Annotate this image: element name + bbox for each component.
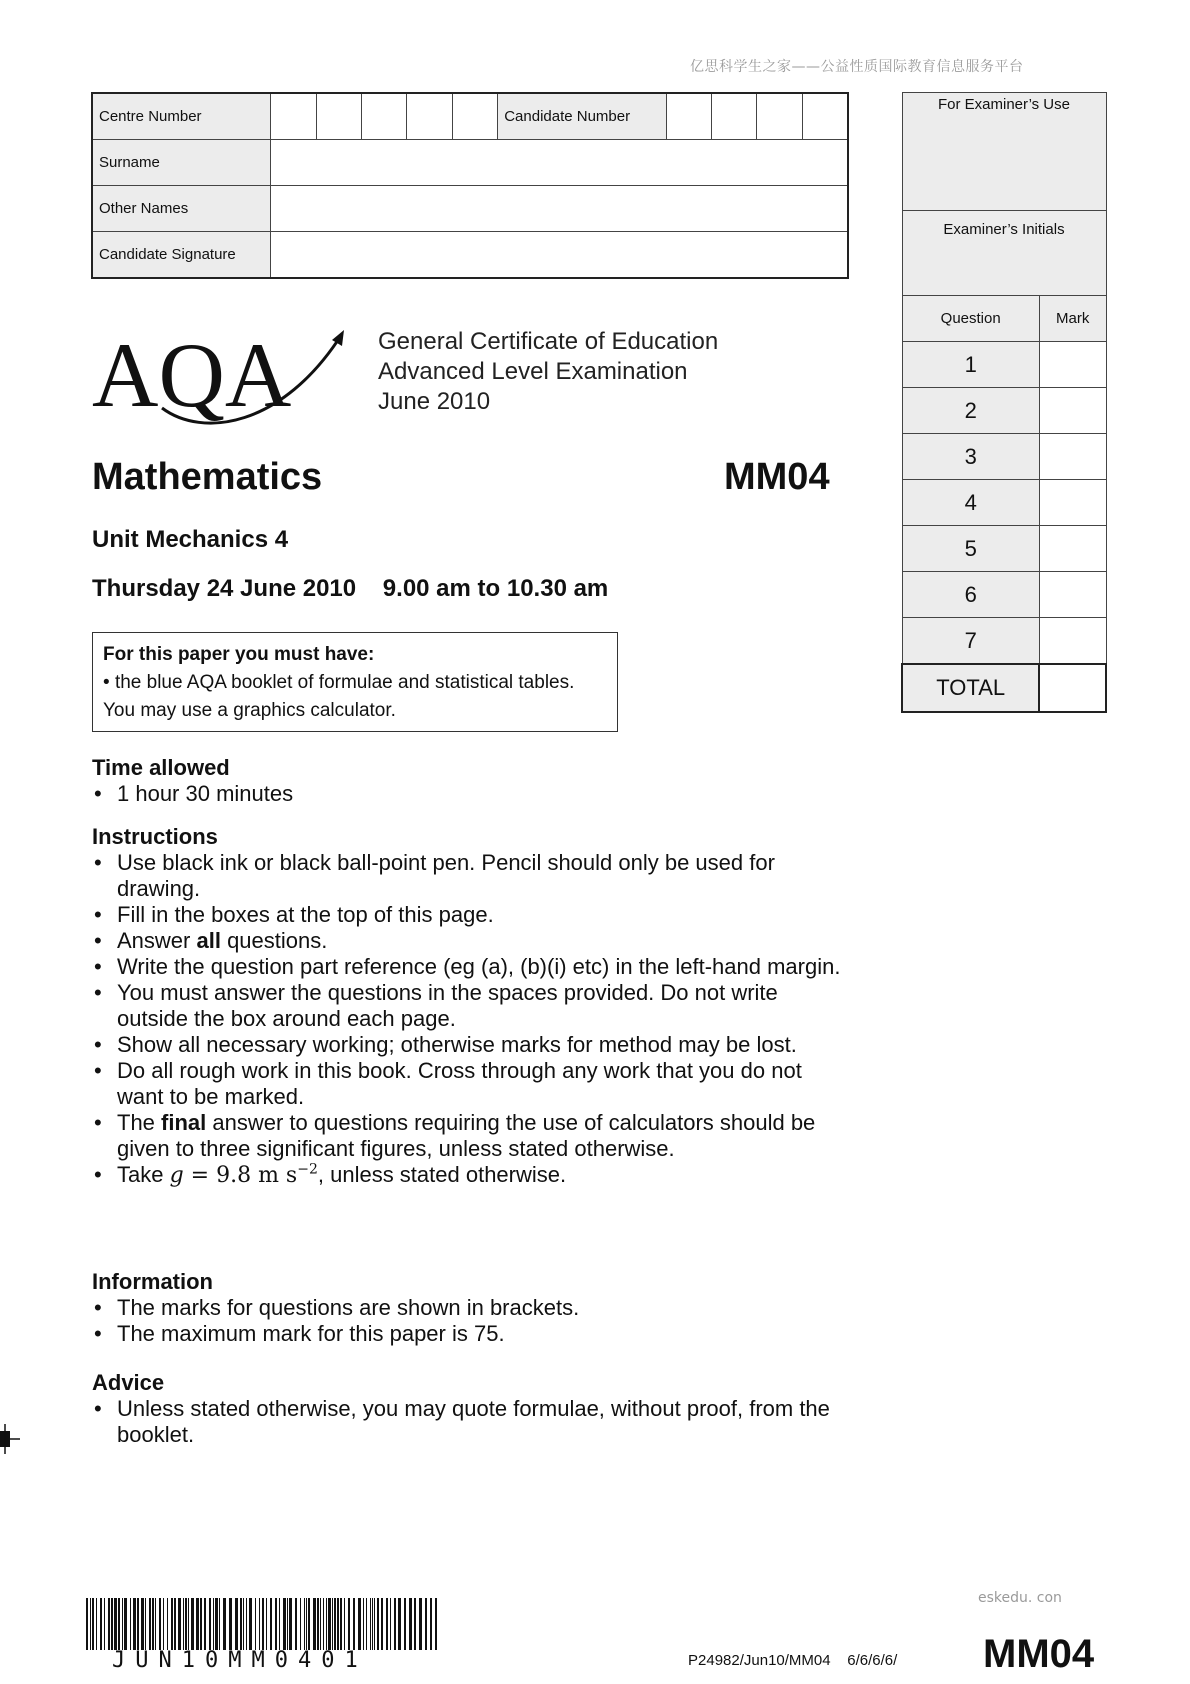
question-number: 3 (902, 434, 1039, 480)
candidate-number-box[interactable] (666, 93, 711, 140)
barcode-bar (246, 1598, 247, 1650)
barcode-bar (394, 1598, 396, 1650)
barcode-bar (145, 1598, 146, 1650)
question-number: 2 (902, 388, 1039, 434)
other-names-label: Other Names (92, 186, 271, 232)
barcode-bar (287, 1598, 288, 1650)
barcode-bar (183, 1598, 184, 1650)
advice-heading: Advice (92, 1370, 165, 1395)
barcode-bar (200, 1598, 202, 1650)
centre-number-box[interactable] (407, 93, 452, 140)
barcode-bar (435, 1598, 437, 1650)
barcode-bar (386, 1598, 388, 1650)
barcode-bar (188, 1598, 189, 1650)
barcode-bar (163, 1598, 164, 1650)
barcode-bar (141, 1598, 144, 1650)
barcode-bar (275, 1598, 277, 1650)
barcode-bar (363, 1598, 364, 1650)
instructions-heading: Instructions (92, 824, 218, 849)
barcode-bar (317, 1598, 319, 1650)
aqa-logo (92, 328, 352, 430)
footer-paper-code: MM04 (983, 1632, 1095, 1676)
barcode-bar (306, 1598, 307, 1650)
centre-number-box[interactable] (271, 93, 316, 140)
list-item: • Do all rough work in this book. Cross through any work that you do not want to be marked. (92, 1058, 852, 1110)
barcode-bar (130, 1598, 131, 1650)
mark-cell[interactable] (1039, 480, 1106, 526)
aqa-logo-text: AQA (92, 328, 292, 426)
barcode-bar (219, 1598, 220, 1650)
barcode-bar (313, 1598, 316, 1650)
barcode-bar (209, 1598, 211, 1650)
list-item: • 1 hour 30 minutes (92, 781, 852, 807)
question-number: 6 (902, 572, 1039, 618)
barcode-bar (133, 1598, 136, 1650)
candidate-number-box[interactable] (802, 93, 848, 140)
barcode-bar (122, 1598, 123, 1650)
requirements-item: • the blue AQA booklet of formulae and statistical tables. (103, 672, 575, 693)
mark-cell[interactable] (1039, 388, 1106, 434)
barcode-bar (223, 1598, 226, 1650)
information-heading: Information (92, 1269, 213, 1294)
list-item: • Answer all questions. (92, 928, 852, 954)
examiners-initials-label: Examiner’s Initials (902, 211, 1106, 296)
barcode-bar (243, 1598, 244, 1650)
barcode-bar (155, 1598, 156, 1650)
requirements-box (92, 632, 618, 732)
mark-cell[interactable] (1039, 572, 1106, 618)
centre-number-box[interactable] (452, 93, 497, 140)
registration-mark (0, 1424, 20, 1454)
candidate-number-label: Candidate Number (498, 93, 666, 140)
exam-date-time: Thursday 24 June 2010 9.00 am to 10.30 am (92, 575, 609, 602)
subject-title: Mathematics (92, 456, 323, 498)
exam-level-line: Advanced Level Examination (378, 358, 688, 385)
requirements-note: You may use a graphics calculator. (103, 700, 396, 721)
barcode-bar (295, 1598, 297, 1650)
list-item: • Write the question part reference (eg (a), (b)(i) etc) in the left-hand margin. (92, 954, 852, 980)
list-item: • The marks for questions are shown in brackets. (92, 1295, 852, 1321)
barcode-bar (348, 1598, 350, 1650)
list-item: • Unless stated otherwise, you may quote formulae, without proof, from the booklet. (92, 1396, 832, 1448)
barcode-bar (185, 1598, 187, 1650)
barcode-bar (340, 1598, 342, 1650)
barcode-bar (235, 1598, 238, 1650)
barcode-bar (308, 1598, 310, 1650)
barcode-bar (174, 1598, 176, 1650)
list-item: • The maximum mark for this paper is 75. (92, 1321, 852, 1347)
barcode-bar (108, 1598, 110, 1650)
examiner-table (901, 92, 1107, 713)
time-allowed-heading: Time allowed (92, 755, 230, 780)
barcode-bar (337, 1598, 339, 1650)
barcode-bar (377, 1598, 379, 1650)
surname-label: Surname (92, 140, 271, 186)
barcode-bar (259, 1598, 260, 1650)
barcode-bar (366, 1598, 367, 1650)
question-number: 4 (902, 480, 1039, 526)
requirements-heading: For this paper you must have: (103, 644, 375, 665)
barcode-bar (114, 1598, 117, 1650)
barcode-bar (353, 1598, 355, 1650)
barcode-bar (111, 1598, 113, 1650)
barcode-bar (240, 1598, 242, 1650)
barcode-bar (178, 1598, 181, 1650)
exam-session-line: June 2010 (378, 388, 491, 415)
barcode-bar (229, 1598, 232, 1650)
mark-cell[interactable] (1039, 526, 1106, 572)
list-item: • You must answer the questions in the spaces provided. Do not write outside the box around each page. (92, 980, 852, 1032)
surname-field[interactable] (271, 140, 848, 186)
barcode-bar (270, 1598, 272, 1650)
barcode-bar (300, 1598, 301, 1650)
barcode-bar (283, 1598, 286, 1650)
barcode-bar (398, 1598, 401, 1650)
paper-reference: P24982/Jun10/MM04 6/6/6/6/ (688, 1652, 898, 1669)
barcode-bar (425, 1598, 427, 1650)
list-item: • Use black ink or black ball-point pen. Pencil should only be used for drawing. (92, 850, 852, 902)
question-number: 5 (902, 526, 1039, 572)
barcode-bar (213, 1598, 214, 1650)
barcode-bar (332, 1598, 333, 1650)
barcode-bar (90, 1598, 91, 1650)
barcode-bar (390, 1598, 391, 1650)
paper-code: MM04 (724, 456, 830, 498)
barcode-bar (289, 1598, 292, 1650)
barcode-bar (118, 1598, 120, 1650)
barcode-bar (124, 1598, 127, 1650)
signature-field[interactable] (271, 232, 848, 279)
barcode-bar (104, 1598, 105, 1650)
bullet-icon: • (103, 672, 115, 693)
barcode-bar (381, 1598, 383, 1650)
barcode-text: JUN10MM0401 (112, 1648, 368, 1673)
barcode-bar (266, 1598, 267, 1650)
barcode-bar (372, 1598, 373, 1650)
barcode-bar (344, 1598, 345, 1650)
barcode-bar (328, 1598, 331, 1650)
question-number: 7 (902, 618, 1039, 665)
barcode-bar (159, 1598, 161, 1650)
barcode-bar (92, 1598, 94, 1650)
barcode-bar (191, 1598, 194, 1650)
barcode-bar (196, 1598, 199, 1650)
total-label: TOTAL (902, 664, 1039, 712)
barcode-bar (86, 1598, 88, 1650)
signature-label: Candidate Signature (92, 232, 271, 279)
information-section (92, 1269, 852, 1347)
watermark-top: 亿思科学生之家——公益性质国际教育信息服务平台 (690, 59, 1024, 75)
centre-number-label: Centre Number (92, 93, 271, 140)
total-mark-cell[interactable] (1039, 664, 1106, 712)
barcode-bar (414, 1598, 416, 1650)
examiners-use-heading: For Examiner’s Use (902, 93, 1106, 211)
barcode-bar (137, 1598, 139, 1650)
barcode-bar (204, 1598, 206, 1650)
barcode-bar (215, 1598, 218, 1650)
candidate-details-table (91, 92, 849, 279)
barcode-bar (323, 1598, 324, 1650)
barcode-bar (304, 1598, 305, 1650)
barcode-bar (100, 1598, 102, 1650)
question-column-header: Question (902, 296, 1039, 342)
mark-cell[interactable] (1039, 342, 1106, 388)
barcode-bar (171, 1598, 173, 1650)
barcode-bar (167, 1598, 168, 1650)
barcode-bar (249, 1598, 252, 1650)
barcode-bar (409, 1598, 412, 1650)
question-number: 1 (902, 342, 1039, 388)
centre-number-box[interactable] (316, 93, 361, 140)
other-names-field[interactable] (271, 186, 848, 232)
list-item: • The final answer to questions requiring the use of calculators should be given to three significant figures, unless stated otherwise. (92, 1110, 852, 1162)
barcode-bar (326, 1598, 327, 1650)
qualification-line: General Certificate of Education (378, 328, 719, 355)
centre-number-box[interactable] (362, 93, 407, 140)
barcode-bar (358, 1598, 361, 1650)
time-allowed-section (92, 755, 852, 807)
mark-column-header: Mark (1039, 296, 1106, 342)
barcode-bar (320, 1598, 321, 1650)
mark-cell[interactable] (1039, 618, 1106, 665)
barcode-bar (96, 1598, 97, 1650)
barcode-bar (334, 1598, 336, 1650)
unit-title: Unit Mechanics 4 (92, 526, 289, 553)
barcode-bar (149, 1598, 151, 1650)
barcode-bar (374, 1598, 375, 1650)
list-item: • Fill in the boxes at the top of this page. (92, 902, 852, 928)
barcode-bar (404, 1598, 406, 1650)
advice-section (92, 1370, 832, 1448)
list-item: • Show all necessary working; otherwise marks for method may be lost. (92, 1032, 852, 1058)
instructions-section (92, 824, 852, 1189)
mark-cell[interactable] (1039, 434, 1106, 480)
barcode-bar (430, 1598, 432, 1650)
barcode (86, 1598, 438, 1650)
barcode-bar (262, 1598, 264, 1650)
watermark-bottom: eskedu. con (978, 1590, 1062, 1606)
qualification-header (378, 327, 718, 417)
barcode-bar (152, 1598, 154, 1650)
barcode-bar (419, 1598, 422, 1650)
barcode-bar (279, 1598, 280, 1650)
candidate-number-box[interactable] (757, 93, 802, 140)
barcode-bar (370, 1598, 371, 1650)
candidate-number-box[interactable] (711, 93, 756, 140)
barcode-bar (255, 1598, 256, 1650)
list-item: • Take g = 9.8 m $s^{-2}$, unless stated otherwise. (92, 1162, 852, 1189)
